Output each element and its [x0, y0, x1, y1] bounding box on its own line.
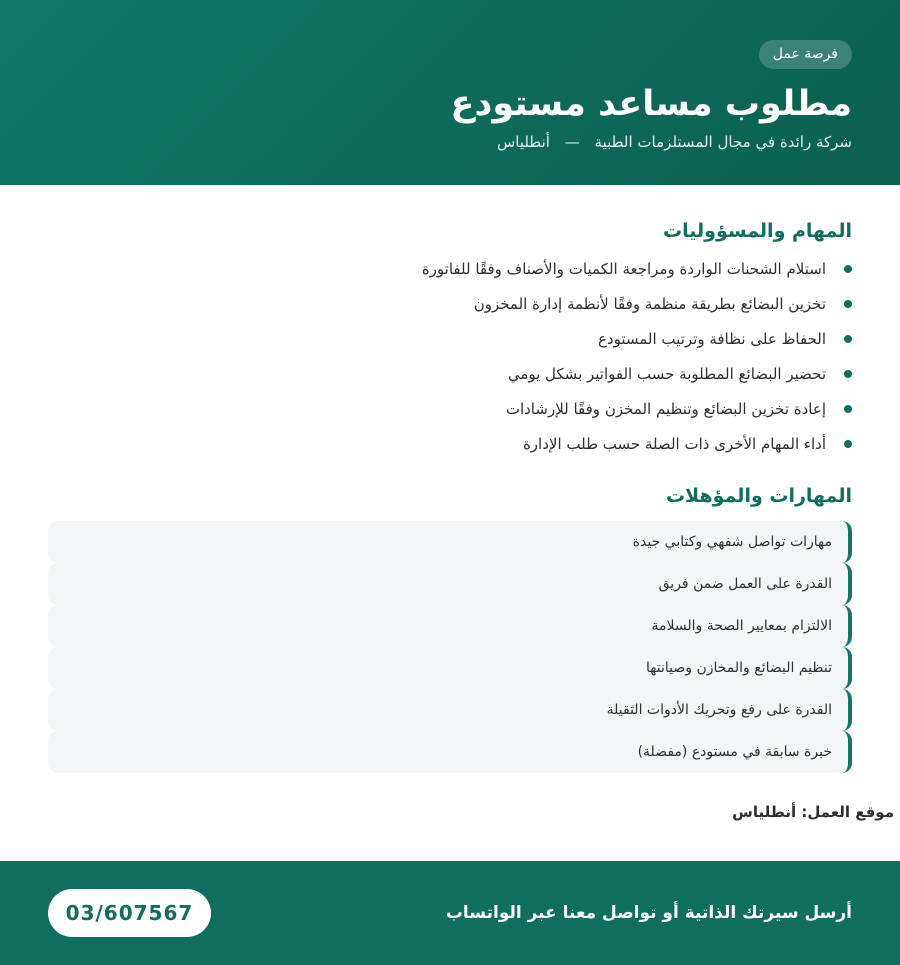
job-opportunity-badge: فرصة عمل: [759, 40, 852, 69]
job-header: [0, 0, 900, 185]
contact-footer: [0, 861, 900, 965]
task-text: الحفاظ على نظافة وترتيب المستودع: [597, 329, 826, 348]
company-subtitle: [497, 131, 852, 153]
apply-instructions: أرسل سيرتك الذاتية أو تواصل معنا عبر الواتساب: [445, 903, 852, 923]
bullet-icon: [844, 265, 852, 273]
bullet-icon: [844, 370, 852, 378]
task-text: تخزين البضائع بطريقة منظمة وفقًا لأنظمة إدارة المخزون: [473, 294, 826, 313]
task-item: [48, 391, 852, 426]
bullet-icon: [844, 335, 852, 343]
whatsapp-phone-button[interactable]: 03/607567: [48, 889, 211, 937]
task-item: [48, 356, 852, 391]
skill-item: الالتزام بمعايير الصحة والسلامة: [48, 605, 852, 647]
task-text: أداء المهام الأخرى ذات الصلة حسب طلب الإدارة: [522, 434, 826, 453]
company-description: شركة رائدة في مجال المستلزمات الطبية: [594, 133, 852, 151]
skill-item: مهارات تواصل شفهي وكتابي جيدة: [48, 521, 852, 563]
bullet-icon: [844, 300, 852, 308]
skills-heading: المهارات والمؤهلات: [665, 485, 852, 507]
job-title: مطلوب مساعد مستودع: [450, 84, 852, 124]
skill-item: القدرة على العمل ضمن فريق: [48, 563, 852, 605]
tasks-list: [48, 251, 852, 461]
tasks-heading: المهام والمسؤوليات: [663, 220, 852, 242]
task-item: [48, 286, 852, 321]
task-text: تحضير البضائع المطلوبة حسب الفواتير بشكل يومي: [507, 364, 826, 383]
task-item: [48, 251, 852, 286]
skill-item: القدرة على رفع وتحريك الأدوات الثقيلة: [48, 689, 852, 731]
task-text: إعادة تخزين البضائع وتنظيم المخزن وفقًا للإرشادات: [505, 399, 826, 418]
task-text: استلام الشحنات الواردة ومراجعة الكميات والأصناف وفقًا للفاتورة: [421, 259, 826, 278]
skills-list: [48, 521, 852, 773]
job-location: موقع العمل: أنطلياس: [732, 803, 894, 821]
skill-item: خبرة سابقة في مستودع (مفضلة): [48, 731, 852, 773]
subtitle-separator: —: [564, 133, 580, 151]
company-city: أنطلياس: [496, 133, 550, 151]
bullet-icon: [844, 405, 852, 413]
skill-item: تنظيم البضائع والمخازن وصيانتها: [48, 647, 852, 689]
task-item: [48, 426, 852, 461]
bullet-icon: [844, 440, 852, 448]
task-item: [48, 321, 852, 356]
